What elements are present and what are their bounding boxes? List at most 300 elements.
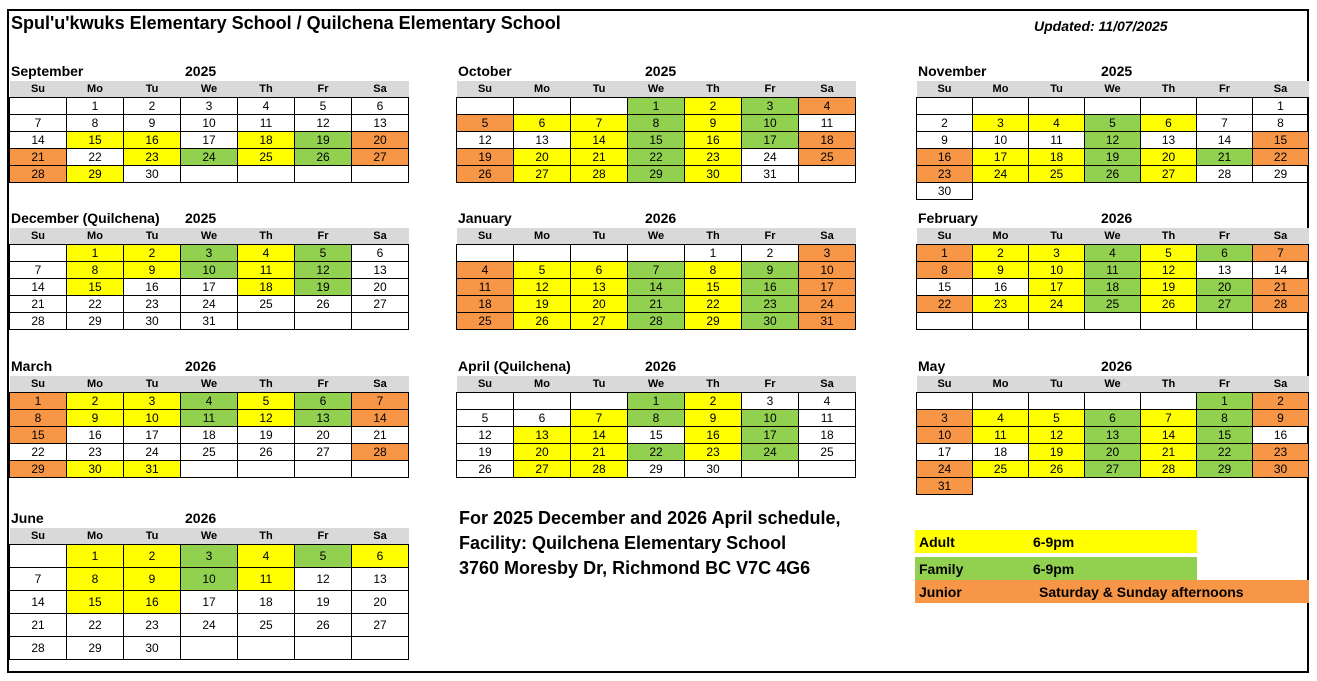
weekday-header: Mo: [514, 228, 571, 245]
day-cell: 6: [1141, 115, 1197, 132]
week-row: [10, 444, 409, 461]
notice-line-2: Facility: Quilchena Elementary School: [459, 533, 787, 553]
day-cell: 7: [1253, 245, 1309, 262]
day-cell: 27: [352, 296, 409, 313]
day-cell: 6: [352, 245, 409, 262]
weekday-header: Th: [238, 376, 295, 393]
day-cell: 30: [917, 183, 973, 200]
weekday-header: Su: [10, 81, 67, 98]
day-cell: 7: [10, 262, 67, 279]
day-cell: 14: [1141, 427, 1197, 444]
day-cell: [295, 166, 352, 183]
day-cell: 3: [973, 115, 1029, 132]
weekday-header: Th: [238, 528, 295, 545]
day-cell: 12: [514, 279, 571, 296]
day-cell: 25: [799, 149, 856, 166]
weekday-header: Mo: [973, 228, 1029, 245]
day-cell: [973, 183, 1029, 200]
week-row: [10, 166, 409, 183]
day-cell: [571, 393, 628, 410]
day-cell: [457, 98, 514, 115]
day-cell: [1141, 478, 1197, 495]
day-cell: 28: [10, 313, 67, 330]
weekday-header: Th: [1141, 228, 1197, 245]
day-cell: 20: [352, 132, 409, 149]
day-cell: 3: [181, 98, 238, 115]
week-row: [457, 132, 856, 149]
day-cell: 10: [799, 262, 856, 279]
day-cell: 8: [67, 568, 124, 591]
day-cell: 23: [917, 166, 973, 183]
day-cell: 19: [457, 149, 514, 166]
day-cell: 23: [1253, 444, 1309, 461]
week-row: [457, 393, 856, 410]
month-year: 2025: [185, 210, 217, 226]
weekday-header: Tu: [1029, 228, 1085, 245]
day-cell: 13: [1085, 427, 1141, 444]
day-cell: 15: [67, 279, 124, 296]
weekday-header: Su: [457, 376, 514, 393]
day-cell: 19: [1141, 279, 1197, 296]
day-cell: 23: [124, 296, 181, 313]
day-cell: [628, 245, 685, 262]
weekday-header: Mo: [973, 376, 1029, 393]
day-cell: 1: [685, 245, 742, 262]
day-cell: 18: [238, 279, 295, 296]
day-cell: 18: [799, 427, 856, 444]
weekday-header: We: [1085, 228, 1141, 245]
day-cell: 18: [1085, 279, 1141, 296]
legend-junior: [915, 580, 1309, 603]
day-cell: 15: [10, 427, 67, 444]
weekday-header: Fr: [295, 228, 352, 245]
week-row: [917, 427, 1309, 444]
day-cell: 31: [799, 313, 856, 330]
day-cell: 28: [1141, 461, 1197, 478]
day-cell: 31: [124, 461, 181, 478]
day-cell: 7: [628, 262, 685, 279]
day-cell: 21: [10, 296, 67, 313]
day-cell: 24: [742, 444, 799, 461]
month-year: 2026: [1101, 210, 1133, 226]
day-cell: 19: [514, 296, 571, 313]
day-cell: 17: [799, 279, 856, 296]
day-cell: 5: [457, 115, 514, 132]
day-cell: 10: [124, 410, 181, 427]
day-cell: 9: [124, 115, 181, 132]
weekday-header: Sa: [352, 528, 409, 545]
month-name: January: [458, 210, 512, 226]
day-cell: 25: [1029, 166, 1085, 183]
day-cell: 30: [742, 313, 799, 330]
day-cell: 6: [514, 115, 571, 132]
month-year: 2026: [185, 358, 217, 374]
day-cell: [1029, 313, 1085, 330]
day-cell: 9: [685, 410, 742, 427]
day-cell: 26: [295, 149, 352, 166]
weekday-header: Mo: [67, 228, 124, 245]
day-cell: [295, 637, 352, 660]
day-cell: 2: [1253, 393, 1309, 410]
weekday-header: Sa: [1253, 376, 1309, 393]
day-cell: 14: [10, 591, 67, 614]
calendar-table: [916, 81, 1309, 200]
day-cell: 11: [238, 115, 295, 132]
day-cell: 3: [124, 393, 181, 410]
day-cell: 24: [181, 296, 238, 313]
day-cell: 29: [685, 313, 742, 330]
weekday-header: Sa: [352, 81, 409, 98]
weekday-header: Fr: [1197, 228, 1253, 245]
day-cell: 29: [628, 461, 685, 478]
day-cell: 28: [1253, 296, 1309, 313]
day-cell: 18: [799, 132, 856, 149]
day-cell: [799, 166, 856, 183]
day-cell: 30: [67, 461, 124, 478]
legend-label: Junior: [919, 584, 962, 600]
legend-label: Adult: [919, 534, 955, 550]
legend-time: 6-9pm: [1033, 534, 1075, 550]
weekday-header: Su: [10, 376, 67, 393]
weekday-header: Tu: [571, 228, 628, 245]
weekday-header: Sa: [1253, 81, 1309, 98]
day-cell: 11: [1029, 132, 1085, 149]
day-cell: 24: [124, 444, 181, 461]
legend-adult: [915, 530, 1197, 553]
day-cell: [10, 245, 67, 262]
day-cell: 8: [685, 262, 742, 279]
day-cell: 20: [1085, 444, 1141, 461]
day-cell: 10: [181, 262, 238, 279]
weekday-header: We: [628, 228, 685, 245]
day-cell: 8: [628, 410, 685, 427]
day-cell: 9: [124, 262, 181, 279]
weekday-header: Th: [685, 81, 742, 98]
month-year: 2026: [1101, 358, 1133, 374]
day-cell: 16: [685, 427, 742, 444]
day-cell: 11: [457, 279, 514, 296]
day-cell: 22: [917, 296, 973, 313]
week-row: [457, 410, 856, 427]
day-cell: 1: [1197, 393, 1253, 410]
day-cell: 19: [295, 132, 352, 149]
month-name: May: [918, 358, 946, 374]
month-year: 2026: [185, 510, 217, 526]
day-cell: 8: [1197, 410, 1253, 427]
day-cell: 7: [10, 568, 67, 591]
day-cell: [1085, 478, 1141, 495]
calendar-table: [456, 376, 856, 478]
day-cell: 28: [1197, 166, 1253, 183]
day-cell: 30: [1253, 461, 1309, 478]
day-cell: 23: [973, 296, 1029, 313]
day-cell: 2: [685, 393, 742, 410]
week-row: [10, 149, 409, 166]
day-cell: 10: [1029, 262, 1085, 279]
day-cell: 17: [917, 444, 973, 461]
day-cell: 10: [742, 410, 799, 427]
day-cell: 5: [514, 262, 571, 279]
week-row: [917, 478, 1309, 495]
day-cell: [514, 98, 571, 115]
day-cell: 11: [238, 568, 295, 591]
day-cell: 3: [1029, 245, 1085, 262]
day-cell: [742, 461, 799, 478]
weekday-header: Sa: [352, 228, 409, 245]
weekday-header: Th: [238, 228, 295, 245]
day-cell: 31: [917, 478, 973, 495]
day-cell: 27: [1141, 166, 1197, 183]
day-cell: 30: [685, 166, 742, 183]
day-cell: 13: [352, 568, 409, 591]
day-cell: 5: [295, 545, 352, 568]
day-cell: 13: [514, 132, 571, 149]
day-cell: 24: [973, 166, 1029, 183]
month-name: June: [11, 510, 44, 526]
week-row: [917, 393, 1309, 410]
week-row: [457, 262, 856, 279]
day-cell: 17: [124, 427, 181, 444]
week-row: [457, 313, 856, 330]
day-cell: 20: [514, 149, 571, 166]
week-row: [10, 313, 409, 330]
calendar-table: [456, 228, 856, 330]
weekday-header: Mo: [67, 376, 124, 393]
day-cell: 1: [917, 245, 973, 262]
day-cell: 1: [628, 98, 685, 115]
day-cell: 3: [799, 245, 856, 262]
day-cell: 21: [352, 427, 409, 444]
day-cell: [238, 313, 295, 330]
day-cell: 13: [514, 427, 571, 444]
week-row: [917, 149, 1309, 166]
day-cell: 23: [124, 149, 181, 166]
day-cell: 2: [742, 245, 799, 262]
day-cell: 7: [1141, 410, 1197, 427]
legend-time: Saturday & Sunday afternoons: [1039, 584, 1244, 600]
weekday-header: Mo: [67, 528, 124, 545]
day-cell: 22: [685, 296, 742, 313]
day-cell: 22: [67, 614, 124, 637]
calendar-table: [9, 81, 409, 183]
day-cell: [10, 545, 67, 568]
day-cell: [514, 245, 571, 262]
week-row: [10, 637, 409, 660]
day-cell: 7: [571, 410, 628, 427]
month-name: February: [918, 210, 978, 226]
day-cell: 16: [685, 132, 742, 149]
weekday-header: Su: [917, 81, 973, 98]
week-row: [10, 591, 409, 614]
day-cell: 27: [1197, 296, 1253, 313]
day-cell: 26: [457, 166, 514, 183]
day-cell: 25: [238, 149, 295, 166]
weekday-header: Th: [685, 376, 742, 393]
weekday-header: Tu: [124, 376, 181, 393]
day-cell: [352, 313, 409, 330]
weekday-header: Sa: [799, 81, 856, 98]
day-cell: [352, 637, 409, 660]
day-cell: 3: [181, 245, 238, 262]
day-cell: 6: [514, 410, 571, 427]
day-cell: [1197, 478, 1253, 495]
day-cell: 10: [742, 115, 799, 132]
day-cell: 10: [181, 115, 238, 132]
weekday-header: Tu: [124, 528, 181, 545]
day-cell: 11: [1085, 262, 1141, 279]
day-cell: 25: [181, 444, 238, 461]
weekday-header: Sa: [799, 376, 856, 393]
weekday-header: Fr: [295, 376, 352, 393]
notice-line-3: 3760 Moresby Dr, Richmond BC V7C 4G6: [459, 558, 811, 578]
day-cell: 21: [571, 444, 628, 461]
month-name: March: [11, 358, 53, 374]
day-cell: 30: [124, 166, 181, 183]
day-cell: 13: [571, 279, 628, 296]
week-row: [10, 98, 409, 115]
weekday-header: Mo: [514, 81, 571, 98]
day-cell: [799, 461, 856, 478]
weekday-header: Tu: [1029, 376, 1085, 393]
week-row: [10, 614, 409, 637]
day-cell: 21: [1253, 279, 1309, 296]
day-cell: 15: [1197, 427, 1253, 444]
day-cell: 6: [571, 262, 628, 279]
weekday-header: Fr: [1197, 376, 1253, 393]
week-row: [10, 132, 409, 149]
day-cell: 12: [1141, 262, 1197, 279]
day-cell: 1: [67, 245, 124, 262]
day-cell: 12: [457, 427, 514, 444]
month-name: September: [11, 63, 84, 79]
week-row: [457, 279, 856, 296]
day-cell: [1029, 393, 1085, 410]
week-row: [10, 461, 409, 478]
day-cell: 17: [1029, 279, 1085, 296]
day-cell: 11: [799, 115, 856, 132]
day-cell: 9: [1253, 410, 1309, 427]
day-cell: 27: [514, 166, 571, 183]
calendar-table: [9, 528, 409, 660]
day-cell: 2: [917, 115, 973, 132]
day-cell: 22: [1253, 149, 1309, 166]
day-cell: 24: [917, 461, 973, 478]
day-cell: 25: [238, 614, 295, 637]
day-cell: 27: [1085, 461, 1141, 478]
day-cell: [295, 461, 352, 478]
day-cell: 25: [973, 461, 1029, 478]
day-cell: 20: [352, 591, 409, 614]
weekday-header: Su: [457, 81, 514, 98]
day-cell: 6: [352, 98, 409, 115]
day-cell: 8: [67, 115, 124, 132]
day-cell: 14: [10, 279, 67, 296]
day-cell: 4: [1085, 245, 1141, 262]
week-row: [917, 296, 1309, 313]
day-cell: 3: [917, 410, 973, 427]
day-cell: 11: [181, 410, 238, 427]
day-cell: 21: [1141, 444, 1197, 461]
weekday-header: Su: [457, 228, 514, 245]
day-cell: [352, 166, 409, 183]
day-cell: 5: [1141, 245, 1197, 262]
weekday-header: Tu: [124, 228, 181, 245]
weekday-header: We: [181, 81, 238, 98]
day-cell: 12: [295, 262, 352, 279]
day-cell: 27: [514, 461, 571, 478]
weekday-header: Fr: [742, 81, 799, 98]
day-cell: 18: [238, 591, 295, 614]
day-cell: 28: [10, 166, 67, 183]
day-cell: 12: [295, 568, 352, 591]
week-row: [10, 545, 409, 568]
day-cell: 26: [1085, 166, 1141, 183]
day-cell: [181, 637, 238, 660]
day-cell: 20: [1197, 279, 1253, 296]
day-cell: 13: [295, 410, 352, 427]
weekday-header: We: [1085, 81, 1141, 98]
month-name: April (Quilchena): [458, 358, 571, 374]
weekday-header: Su: [10, 228, 67, 245]
day-cell: 26: [295, 296, 352, 313]
day-cell: 28: [628, 313, 685, 330]
week-row: [457, 149, 856, 166]
day-cell: 15: [628, 132, 685, 149]
day-cell: 18: [238, 132, 295, 149]
day-cell: 15: [685, 279, 742, 296]
week-row: [917, 245, 1309, 262]
day-cell: 8: [1253, 115, 1309, 132]
weekday-header: Mo: [514, 376, 571, 393]
day-cell: [1197, 183, 1253, 200]
legend-label: Family: [919, 561, 964, 577]
week-row: [917, 183, 1309, 200]
day-cell: 1: [1253, 98, 1309, 115]
week-row: [917, 98, 1309, 115]
day-cell: 1: [67, 98, 124, 115]
calendar-table: [9, 376, 409, 478]
week-row: [10, 427, 409, 444]
weekday-header: Sa: [352, 376, 409, 393]
day-cell: 15: [67, 591, 124, 614]
day-cell: [973, 313, 1029, 330]
day-cell: [238, 461, 295, 478]
day-cell: 17: [181, 279, 238, 296]
weekday-header: Fr: [295, 528, 352, 545]
month-year: 2026: [645, 210, 677, 226]
day-cell: [295, 313, 352, 330]
day-cell: 2: [124, 98, 181, 115]
day-cell: 14: [628, 279, 685, 296]
day-cell: 19: [238, 427, 295, 444]
day-cell: [1197, 98, 1253, 115]
day-cell: [973, 393, 1029, 410]
weekday-header: Fr: [742, 376, 799, 393]
day-cell: 22: [67, 149, 124, 166]
day-cell: 24: [742, 149, 799, 166]
month-name: October: [458, 63, 512, 79]
weekday-header: Tu: [571, 376, 628, 393]
day-cell: 26: [1029, 461, 1085, 478]
day-cell: 19: [1085, 149, 1141, 166]
day-cell: [571, 245, 628, 262]
day-cell: [917, 393, 973, 410]
day-cell: 14: [1197, 132, 1253, 149]
day-cell: 9: [685, 115, 742, 132]
day-cell: [514, 393, 571, 410]
day-cell: 13: [352, 262, 409, 279]
day-cell: 23: [685, 149, 742, 166]
